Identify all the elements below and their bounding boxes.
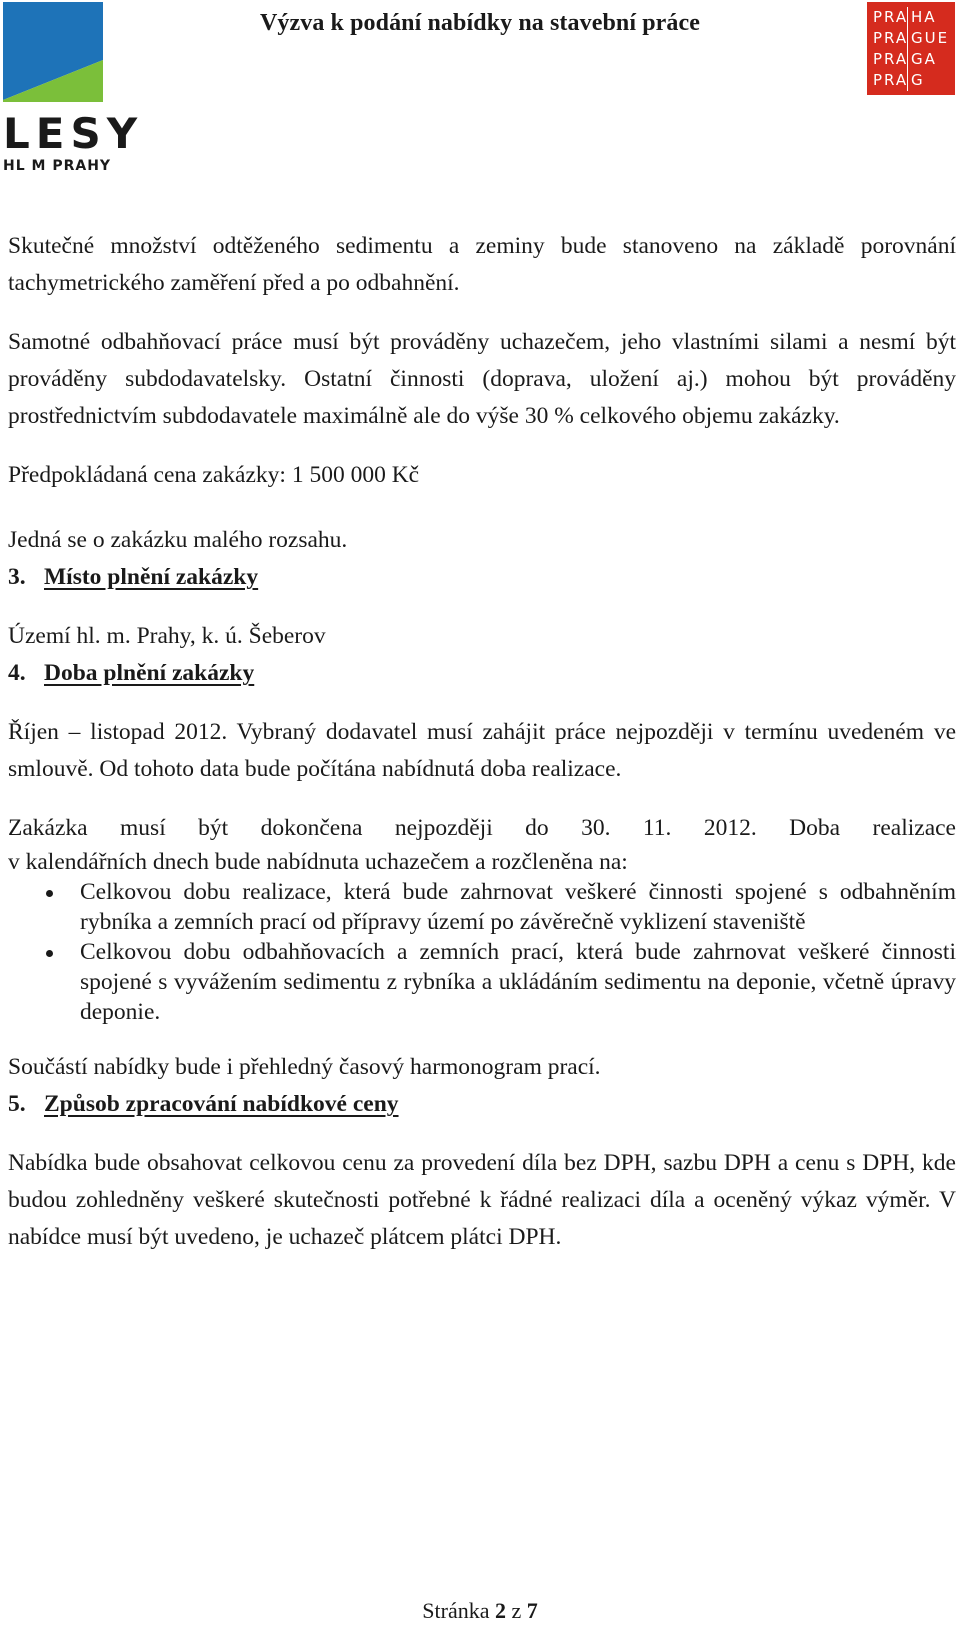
section-3-heading: 3. Místo plnění zakázky xyxy=(8,564,259,590)
document-title: Výzva k podání nabídky na stavební práce xyxy=(259,10,701,36)
paragraph-subcontracting: Samotné odbahňovací práce musí být prováděny uchazečem, jeho vlastními silami a nesmí být prováděny subdodavatelsky. Ostatní činnosti (doprava, uložení aj.) mohou být prováděny prostřednictvím subdodavatele maximálně ale do výše 30 % celkového objemu zakázky. xyxy=(8,329,956,429)
paragraph-deadline-line1: Zakázka musí být dokončena nejpozději do 30. 11. 2012. Doba realizace xyxy=(8,815,956,841)
paragraph-sediment: Skutečné množství odtěženého sedimentu a zeminy bude stanoveno na základě porovnání tachymetrického zaměření před a po odbahnění. xyxy=(8,233,956,296)
svg-text:HL M PRAHY: HL M PRAHY xyxy=(3,158,112,174)
praha-logo: PRA HA PRA GUE PRA GA PRA G xyxy=(867,2,955,95)
paragraph-pricing: Nabídka bude obsahovat celkovou cenu za provedení díla bez DPH, sazbu DPH a cenu s DPH, kde budou zohledněny veškeré skutečnosti potřebné k řádné realizaci díla a oceněný výkaz výměr. V nabídce musí být uvedeno, je uchazeč plátcem plátci DPH. xyxy=(8,1150,956,1250)
bullet-icon xyxy=(46,950,53,957)
document-body xyxy=(8,228,956,1256)
paragraph-location: Území hl. m. Prahy, k. ú. Šeberov xyxy=(8,623,326,649)
paragraph-schedule: Říjen – listopad 2012. Vybraný dodavatel musí zahájit práce nejpozději v termínu uvedeném ve smlouvě. Od tohoto data bude počítána nabídnutá doba realizace. xyxy=(8,719,956,782)
paragraph-deadline-line2: v kalendářních dnech bude nabídnuta uchazečem a rozčleněna na: xyxy=(8,849,628,875)
list-item: Celkovou dobu realizace, která bude zahrnovat veškeré činnosti spojené s odbahněním rybníka a zemních prací od přípravy území po závěrečně vyklizení staveniště xyxy=(8,877,956,937)
duration-list xyxy=(8,877,956,1027)
paragraph-harmonogram: Součástí nabídky bude i přehledný časový harmonogram prací. xyxy=(8,1054,601,1080)
page-number: Stránka 2 z 7 xyxy=(422,1598,538,1623)
section-5-heading: 5. Způsob zpracování nabídkové ceny xyxy=(8,1091,399,1117)
svg-text:LESY: LESY xyxy=(3,109,144,158)
list-item: Celkovou dobu odbahňovacích a zemních prací, která bude zahrnovat veškeré činnosti spojené s vyvážením sedimentu z rybníka a ukládáním sedimentu na deponie, včetně úpravy deponie. xyxy=(8,937,956,1027)
paragraph-scope: Jedná se o zakázku malého rozsahu. xyxy=(8,527,348,553)
paragraph-price: Předpokládaná cena zakázky: 1 500 000 Kč xyxy=(8,462,420,488)
page-header xyxy=(0,0,960,190)
section-4-heading: 4. Doba plnění zakázky xyxy=(8,660,255,686)
bullet-icon xyxy=(46,890,53,897)
